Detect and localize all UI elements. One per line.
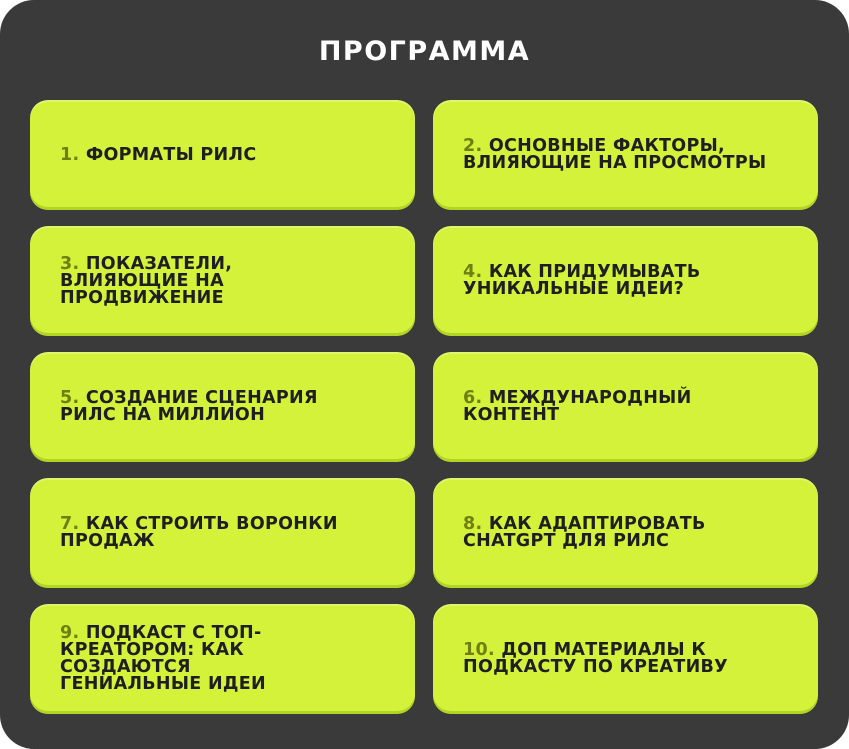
- program-item-label: [60, 390, 380, 424]
- program-item-label: [463, 264, 763, 298]
- item-number: 8.: [463, 514, 483, 534]
- program-item-8: [433, 478, 818, 588]
- item-number: 4.: [463, 262, 483, 282]
- program-item-1: [30, 100, 415, 210]
- item-text: СОЗДАНИЕ СЦЕНАРИЯ РИЛС НА МИЛЛИОН: [60, 388, 318, 425]
- item-number: 1.: [60, 144, 80, 165]
- program-item-6: [433, 352, 818, 462]
- program-item-label: [463, 390, 763, 424]
- item-text: КАК АДАПТИРОВАТЬ CHATGPT ДЛЯ РИЛС: [463, 514, 706, 551]
- item-number: 2.: [463, 136, 483, 156]
- program-item-7: [30, 478, 415, 588]
- item-text: ПОДКАСТ С ТОП-КРЕАТОРОМ: КАК СОЗДАЮТСЯ ГЕНИАЛЬНЫЕ ИДЕИ: [60, 623, 266, 694]
- item-number: 3.: [60, 253, 80, 274]
- program-item-label: [463, 642, 783, 676]
- program-item-4: [433, 226, 818, 336]
- program-item-label: [463, 516, 763, 550]
- item-text: ОСНОВНЫЕ ФАКТОРЫ, ВЛИЯЮЩИЕ НА ПРОСМОТРЫ: [463, 136, 767, 173]
- program-item-label: [60, 516, 390, 550]
- item-text: МЕЖДУНАРОДНЫЙ КОНТЕНТ: [463, 388, 692, 425]
- item-text: ДОП МАТЕРИАЛЫ К ПОДКАСТУ ПО КРЕАТИВУ: [463, 640, 728, 677]
- item-number: 7.: [60, 514, 80, 534]
- item-text: ПОКАЗАТЕЛИ, ВЛИЯЮЩИЕ НА ПРОДВИЖЕНИЕ: [60, 253, 233, 308]
- item-number: 9.: [60, 623, 80, 643]
- program-item-label: [60, 144, 360, 165]
- page-title: ПРОГРАММА: [318, 36, 531, 67]
- program-item-label: [463, 138, 783, 172]
- program-item-label: [60, 253, 300, 308]
- item-text: КАК СТРОИТЬ ВОРОНКИ ПРОДАЖ: [60, 514, 338, 551]
- item-number: 6.: [463, 388, 483, 408]
- item-text: ФОРМАТЫ РИЛС: [85, 144, 257, 165]
- program-item-2: [433, 100, 818, 210]
- program-item-label: [60, 625, 310, 693]
- program-item-3: [30, 226, 415, 336]
- item-number: 5.: [60, 388, 80, 408]
- item-text: КАК ПРИДУМЫВАТЬ УНИКАЛЬНЫЕ ИДЕИ?: [463, 262, 701, 299]
- item-number: 10.: [463, 640, 495, 660]
- program-item-9: [30, 604, 415, 714]
- program-item-10: [433, 604, 818, 714]
- program-item-5: [30, 352, 415, 462]
